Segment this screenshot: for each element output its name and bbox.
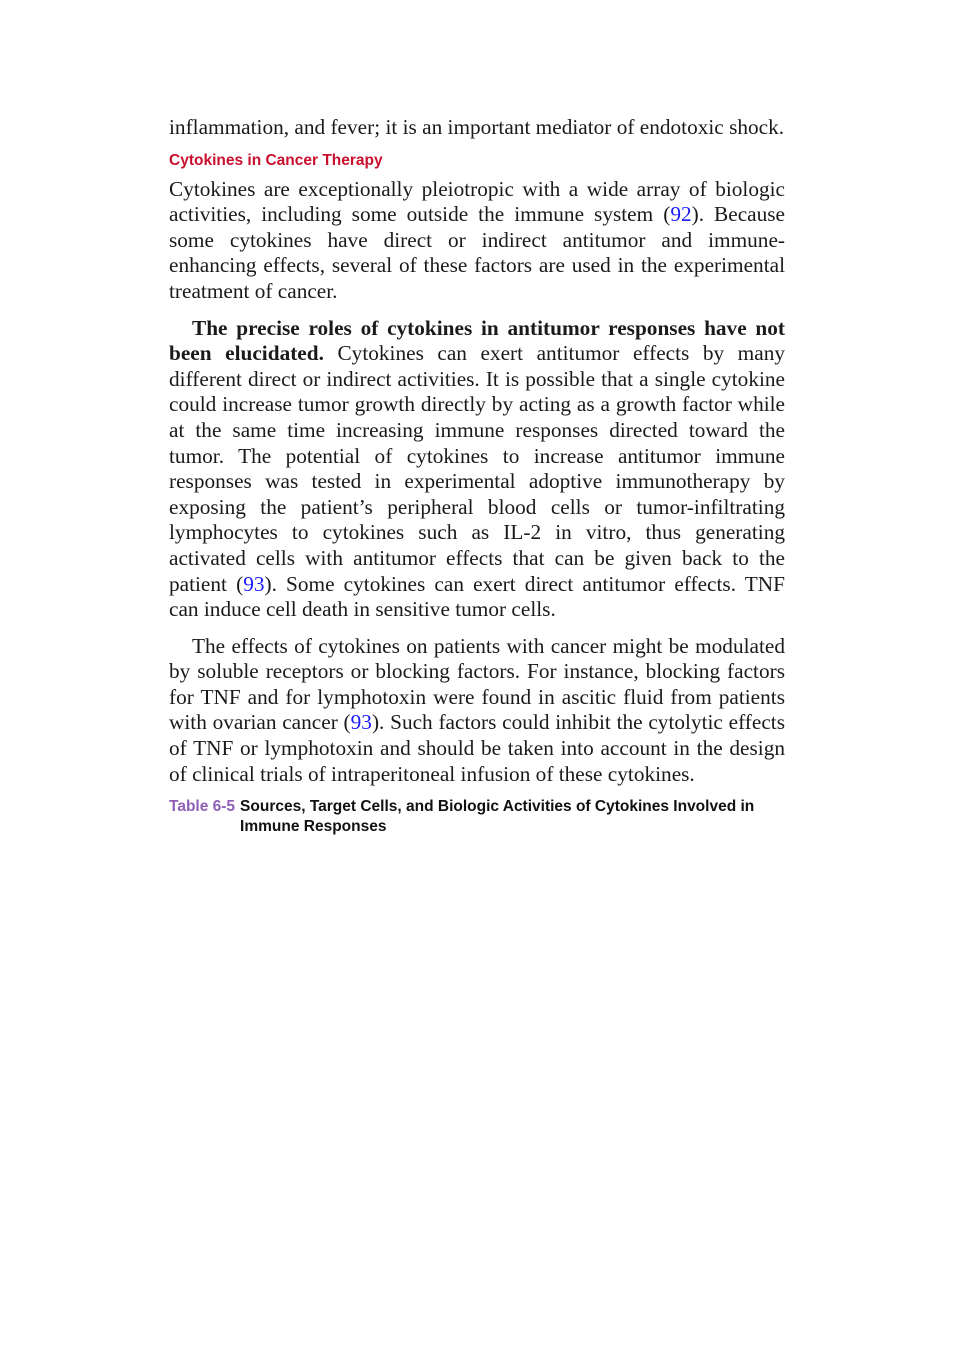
table-caption <box>169 797 785 836</box>
paragraph-1-text-a: Cytokines are exceptionally pleiotropic with a wide array of biologic activities, including some outside the immune system ( <box>169 176 785 227</box>
table-label: Table 6-5 <box>169 798 236 816</box>
reference-link-93-second[interactable]: 93 <box>350 710 372 735</box>
paragraph-3-text-b: ). Such factors could inhibit the cytolytic effects of TNF or lymphotoxin and should be taken into account in the design of clinical trials of intraperitoneal infusion of these cytokines. <box>169 710 785 786</box>
paragraph-3 <box>169 634 785 788</box>
reference-link-92[interactable]: 92 <box>670 202 692 227</box>
paragraph-2 <box>169 316 785 623</box>
paragraph-2-text-a: Cytokines can exert antitumor effects by many different direct or indirect activities. It is possible that a single cytokine could increase tumor growth directly by acting as a growth factor while at the same time increasing immune responses directed toward the tumor. The potential of cytokines to increase antitumor immune responses was tested in experimental adoptive immunotherapy by exposing the patient’s peripheral blood cells or tumor-infiltrating lymphocytes to cytokines such as IL-2 in vitro, thus generating activated cells with antitumor effects that can be given back to the patient ( <box>169 341 785 596</box>
reference-link-93[interactable]: 93 <box>243 571 265 596</box>
continuation-paragraph: inflammation, and fever; it is an important mediator of endotoxic shock. <box>169 115 785 139</box>
paragraph-2-text-b: ). Some cytokines can exert direct antitumor effects. TNF can induce cell death in sensitive tumor cells. <box>169 571 786 622</box>
paragraph-2-lead: The precise roles of cytokines in antitumor responses have not been elucidated. <box>169 315 785 366</box>
paragraph-1 <box>169 177 785 305</box>
paragraph-1-text-b: ). Because some cytokines have direct or indirect antitumor and immune-enhancing effects, several of these factors are used in the experimental treatment of cancer. <box>169 202 785 303</box>
paragraph-3-text-a: The effects of cytokines on patients with cancer might be modulated by soluble receptors or blocking factors. For instance, blocking factors for TNF and for lymphotoxin were found in ascitic fluid from patients with ovarian cancer ( <box>169 633 785 735</box>
table-title: Sources, Target Cells, and Biologic Activities of Cytokines Involved in Immune Responses <box>240 798 755 835</box>
page-body <box>169 115 785 836</box>
section-heading: Cytokines in Cancer Therapy <box>169 151 383 169</box>
